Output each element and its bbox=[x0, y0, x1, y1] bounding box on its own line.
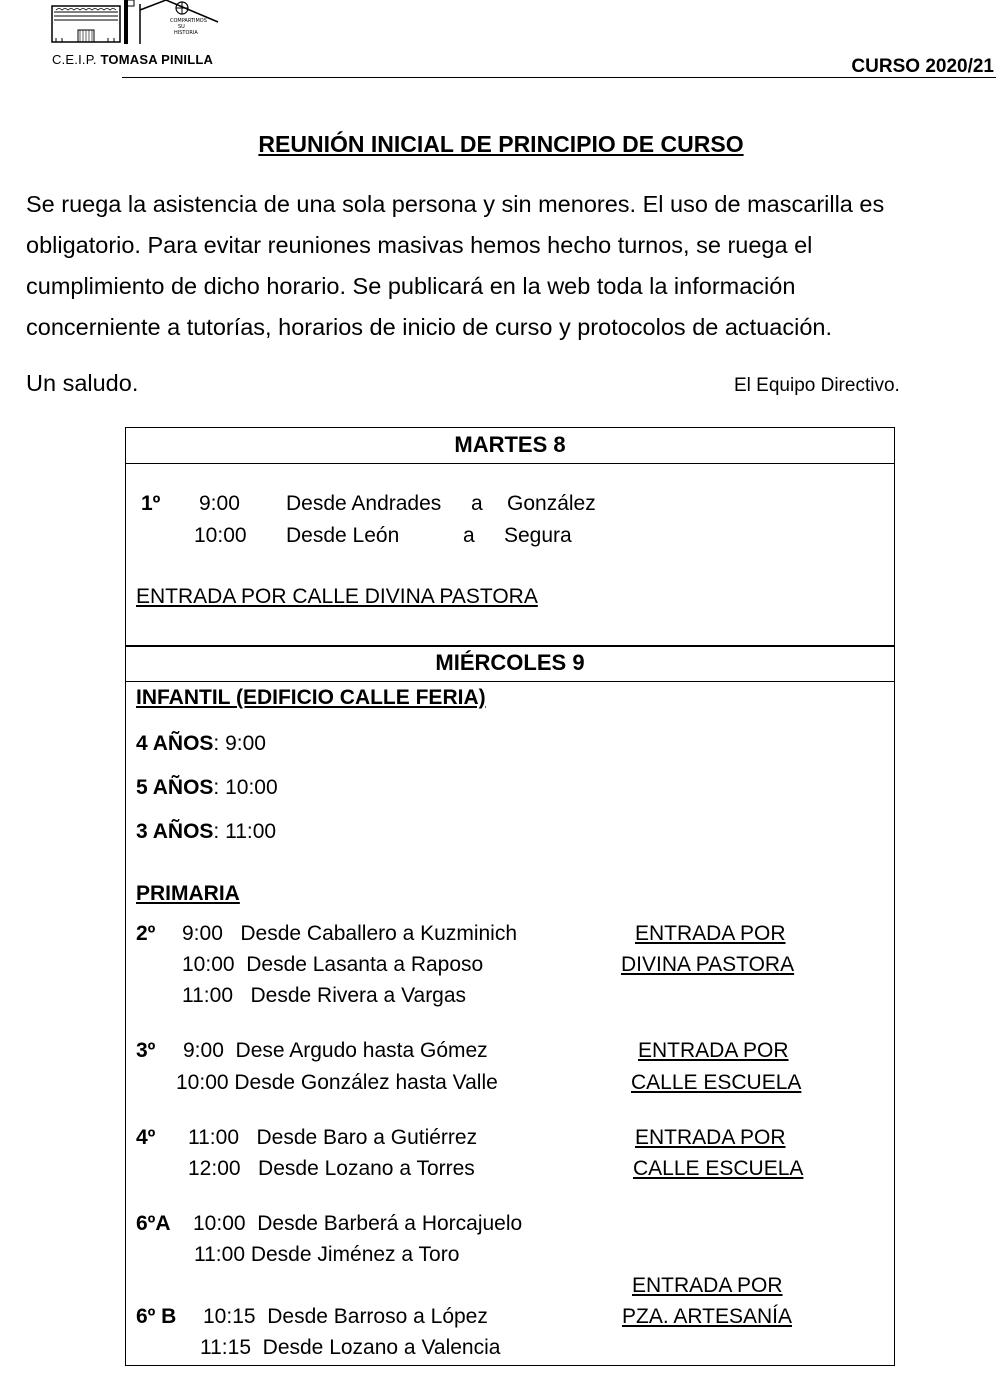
header-divider bbox=[122, 77, 996, 78]
range-to: González bbox=[507, 492, 596, 515]
entrance-note: ENTRADA POR bbox=[632, 1274, 783, 1297]
entrance-note: PZA. ARTESANÍA bbox=[622, 1305, 792, 1328]
age-time: : 9:00 bbox=[213, 732, 266, 755]
infantil-row bbox=[136, 820, 276, 844]
time-slot: 10:00 bbox=[194, 524, 247, 547]
age-label: 5 AÑOS bbox=[136, 776, 214, 799]
intro-line: Se ruega la asistencia de una sola persona y sin menores. El uso de mascarilla es bbox=[26, 191, 885, 217]
range-separator: a bbox=[471, 492, 483, 515]
intro-paragraph bbox=[26, 184, 986, 348]
schedule-row: 10:00 Desde González hasta Valle bbox=[176, 1071, 498, 1094]
grade-label: 3º bbox=[136, 1039, 156, 1062]
intro-line: concerniente a tutorías, horarios de inicio de curso y protocolos de actuación. bbox=[26, 314, 832, 340]
school-name bbox=[52, 52, 213, 67]
entrance-note: DIVINA PASTORA bbox=[621, 953, 795, 976]
time-slot: 9:00 bbox=[199, 492, 240, 515]
infantil-row bbox=[136, 732, 266, 756]
entrance-note: ENTRADA POR bbox=[638, 1039, 789, 1062]
grade-label: 6ºA bbox=[136, 1212, 171, 1235]
schedule-row: 10:00 Desde Lasanta a Raposo bbox=[182, 953, 484, 976]
school-prefix: C.E.I.P. bbox=[52, 52, 97, 67]
age-time: : 11:00 bbox=[213, 820, 277, 843]
entrance-note: CALLE ESCUELA bbox=[631, 1071, 802, 1094]
schedule-row: 11:15 Desde Lozano a Valencia bbox=[200, 1336, 501, 1359]
schedule-row: 10:00 Desde Barberá a Horcajuelo bbox=[193, 1212, 523, 1235]
infantil-heading: INFANTIL (EDIFICIO CALLE FERIA) bbox=[136, 686, 486, 709]
range-from: Desde León bbox=[286, 524, 400, 547]
range-from: Desde Andrades bbox=[286, 492, 442, 515]
range-to: Segura bbox=[504, 524, 572, 547]
age-label: 3 AÑOS bbox=[136, 820, 214, 843]
schedule-row: 11:00 Desde Jiménez a Toro bbox=[194, 1243, 460, 1266]
svg-text:HISTORIA: HISTORIA bbox=[174, 30, 198, 36]
grade-label: 2º bbox=[136, 922, 156, 945]
schedule-row: 12:00 Desde Lozano a Torres bbox=[188, 1157, 475, 1180]
schedule-row: 11:00 Desde Baro a Gutiérrez bbox=[188, 1126, 478, 1149]
entrance-note: ENTRADA POR bbox=[635, 1126, 786, 1149]
schedule-row: 9:00 Dese Argudo hasta Gómez bbox=[183, 1039, 488, 1062]
age-time: : 10:00 bbox=[213, 776, 278, 799]
svg-text:SU: SU bbox=[178, 24, 185, 30]
entrance-note: ENTRADA POR CALLE DIVINA PASTORA bbox=[136, 585, 538, 608]
tuesday-heading: MARTES 8 bbox=[125, 427, 895, 464]
age-label: 4 AÑOS bbox=[136, 732, 214, 755]
signature: El Equipo Directivo. bbox=[734, 375, 900, 396]
intro-line: cumplimiento de dicho horario. Se publicará en la web toda la información bbox=[26, 273, 796, 299]
infantil-row bbox=[136, 776, 278, 800]
schedule-row: 11:00 Desde Rivera a Vargas bbox=[182, 984, 467, 1007]
school-logo bbox=[48, 0, 228, 55]
grade-label: 1º bbox=[141, 492, 161, 515]
range-separator: a bbox=[463, 524, 475, 547]
grade-label: 4º bbox=[136, 1126, 156, 1149]
primaria-heading: PRIMARIA bbox=[136, 882, 240, 905]
intro-line: obligatorio. Para evitar reuniones masivas hemos hecho turnos, se ruega el bbox=[26, 232, 813, 258]
entrance-note: ENTRADA POR bbox=[635, 922, 786, 945]
svg-text:COMPARTIMOS: COMPARTIMOS bbox=[170, 18, 207, 24]
greeting: Un saludo. bbox=[26, 370, 139, 396]
school-title: TOMASA PINILLA bbox=[100, 52, 214, 67]
page-title: REUNIÓN INICIAL DE PRINCIPIO DE CURSO bbox=[258, 131, 744, 157]
schedule-row: 10:15 Desde Barroso a López bbox=[203, 1305, 488, 1328]
entrance-note: CALLE ESCUELA bbox=[633, 1157, 804, 1180]
course-label: CURSO 2020/21 bbox=[851, 56, 994, 77]
wednesday-heading: MIÉRCOLES 9 bbox=[125, 645, 895, 682]
schedule-row: 9:00 Desde Caballero a Kuzminich bbox=[182, 922, 518, 945]
grade-label: 6º B bbox=[136, 1305, 177, 1328]
